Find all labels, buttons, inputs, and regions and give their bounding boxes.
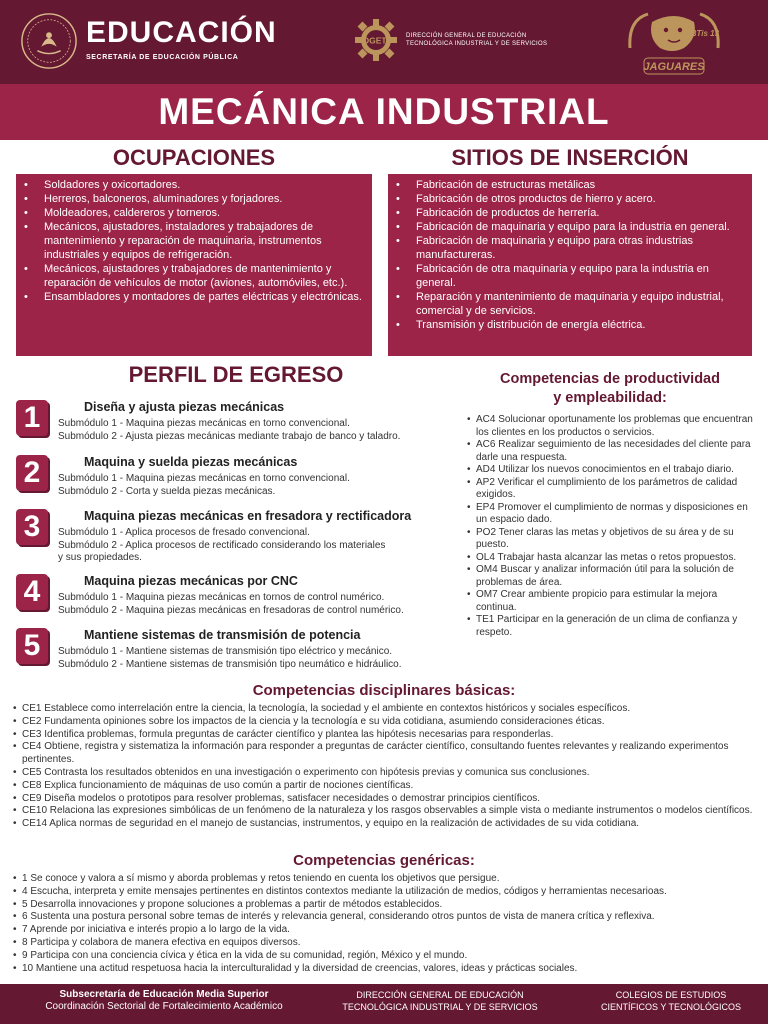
submodule-line: Submódulo 1 - Maquina piezas mecánicas en torno convencional.: [58, 418, 350, 429]
sitios-box: [388, 174, 752, 356]
module-number-badge: 1: [16, 400, 48, 436]
footer-bar: [0, 984, 768, 1024]
brand-title: EDUCACIÓN: [86, 16, 277, 49]
disciplinar-item: • CE5 Contrasta los resultados obtenidos en una investigación o experimento con hipótesis previas y comunica sus conclusiones.: [12, 767, 760, 780]
productividad-heading: [462, 370, 758, 408]
dgeti-line-2: TECNOLÓGICA INDUSTRIAL Y DE SERVICIOS: [406, 41, 548, 47]
productividad-item: • AD4 Utilizar los nuevos conocimientos en el trabajo diario.: [466, 464, 756, 477]
submodule-line: Submódulo 2 - Ajusta piezas mecánicas mediante trabajo de banco y taladro.: [58, 430, 401, 442]
productividad-item: • TE1 Participar en la generación de un clima de confianza y respeto.: [466, 614, 756, 639]
school-badge: CBTis 13: [684, 29, 720, 38]
disciplinar-item: • CE2 Fundamenta opiniones sobre los impactos de la ciencia y la tecnología e su vida cotidiana, asumiendo consideraciones éticas.: [12, 716, 760, 729]
disciplinar-item: • CE9 Diseña modelos o prototipos para resolver problemas, satisfacer necesidades o demostrar principios científicos.: [12, 793, 760, 806]
module-title: Mantiene sistemas de transmisión de potencia: [84, 628, 361, 642]
ocupacion-item: • Mecánicos, ajustadores y trabajadores de mantenimiento y reparación de vehículos de motor (aviones, automóviles, etc.).: [24, 262, 364, 290]
brand-block: [86, 16, 277, 61]
ocupacion-item: • Ensambladores y montadores de partes eléctricas y electrónicas.: [24, 290, 364, 304]
ocupaciones-heading: OCUPACIONES: [112, 145, 276, 170]
disciplinar-item: • CE4 Obtiene, registra y sistematiza la información para responder a preguntas de carácter científico, consultando fuentes relevantes y realizando experimentos pertinentes.: [12, 741, 760, 767]
module-title: Maquina piezas mecánicas en fresadora y rectificadora: [84, 509, 412, 523]
submodule-line: Submódulo 1 - Aplica procesos de fresado convencional.: [58, 527, 310, 538]
submodule-line: y sus propiedades.: [58, 552, 142, 563]
productividad-item: • AP2 Verificar el cumplimiento de los parámetros de calidad exigidos.: [466, 477, 756, 502]
sitio-item: • Fabricación de maquinaria y equipo para otras industrias manufactureras.: [396, 234, 744, 262]
submodule-line: Submódulo 1 - Maquina piezas mecánicas en torno convencional.: [58, 473, 350, 484]
generica-item: • 7 Aprende por iniciativa e interés propio a lo largo de la vida.: [12, 924, 760, 937]
productividad-item: • OM4 Buscar y analizar información útil para la solución de problemas de área.: [466, 564, 756, 589]
ocupaciones-list: [24, 178, 364, 304]
disciplinar-item: • CE14 Aplica normas de seguridad en el manejo de sustancias, instrumentos, y equipo en la realización de actividades de su vida cotidiana.: [12, 818, 760, 831]
ocupacion-item: • Herreros, balconeros, aluminadores y forjadores.: [24, 192, 364, 206]
disciplinares-heading: Competencias disciplinares básicas:: [252, 682, 516, 699]
module-number-badge: 3: [16, 509, 48, 545]
footer-col2-line2: TECNOLÓGICA INDUSTRIAL Y DE SERVICIOS: [342, 1002, 538, 1012]
genericas-list: [12, 873, 760, 975]
ocupaciones-box: [16, 174, 372, 356]
sitios-list: [396, 178, 744, 332]
sitio-item: • Fabricación de otra maquinaria y equipo para la industria en general.: [396, 262, 744, 290]
submodule-line: Submódulo 2 - Corta y suelda piezas mecánicas.: [58, 485, 276, 497]
productividad-item: • OL4 Trabajar hasta alcanzar las metas o retos propuestos.: [466, 552, 756, 565]
module-title: Diseña y ajusta piezas mecánicas: [84, 400, 285, 414]
ocupacion-item: • Moldeadores, caldereros y torneros.: [24, 206, 364, 220]
productividad-item: • AC4 Solucionar oportunamente los problemas que encuentran los clientes en los productos o servicios.: [466, 414, 756, 439]
module-submodules: [58, 418, 400, 443]
perfil-module-4: [16, 574, 456, 626]
submodule-line: Submódulo 2 - Mantiene sistemas de transmisión tipo neumático e hidráulico.: [58, 658, 402, 670]
gear-logo-icon: [354, 18, 398, 62]
productividad-heading-line-1: Competencias de productividad: [500, 371, 720, 387]
productividad-heading-line-2: y empleabilidad:: [553, 390, 667, 406]
title-band: [0, 84, 768, 140]
module-number-badge: 5: [16, 628, 48, 664]
brand-subtitle: SECRETARÍA DE EDUCACIÓN PÚBLICA: [86, 54, 239, 61]
sitio-item: • Fabricación de otros productos de hierro y acero.: [396, 192, 744, 206]
dgeti-line-1: DIRECCIÓN GENERAL DE EDUCACIÓN: [406, 33, 527, 39]
sitio-item: • Fabricación de estructuras metálicas: [396, 178, 744, 192]
sitios-heading: SITIOS DE INSERCIÓN: [451, 145, 689, 170]
ocupacion-item: • Soldadores y oxicortadores.: [24, 178, 364, 192]
sitio-item: • Transmisión y distribución de energía eléctrica.: [396, 318, 744, 332]
module-number-badge: 4: [16, 574, 48, 610]
perfil-heading: PERFIL DE EGRESO: [128, 362, 344, 387]
submodule-line: Submódulo 1 - Maquina piezas mecánicas en tornos de control numérico.: [58, 592, 385, 603]
submodule-line: Submódulo 2 - Maquina piezas mecánicas en fresadoras de control numérico.: [58, 604, 404, 616]
ocupacion-item: • Mecánicos, ajustadores, instaladores y trabajadores de mantenimiento y reparación de maquinaria, instrumentos industriales y equipos de refrigeración.: [24, 220, 364, 262]
perfil-module-2: [16, 455, 456, 507]
generica-item: • 4 Escucha, interpreta y emite mensajes pertinentes en distintos contextos mediante la utilización de medios, códigos y herramientas necesarioas.: [12, 886, 760, 899]
footer-col1-line1: Subsecretaría de Educación Media Superior: [59, 989, 269, 1000]
disciplinar-item: • CE1 Establece como interrelación entre la ciencia, la tecnología, la sociedad y el ambiente en contextos históricos y sociales específicos.: [12, 703, 760, 716]
mexico-coat-of-arms-icon: [20, 12, 78, 70]
productividad-item: • EP4 Promover el cumplimiento de normas y disposiciones en un espacio dado.: [466, 502, 756, 527]
jaguar-mascot-logo: [624, 8, 724, 78]
module-title: Maquina y suelda piezas mecánicas: [84, 455, 298, 469]
generica-item: • 9 Participa con una conciencia cívica y ética en la vida de su comunidad, región, México y el mundo.: [12, 950, 760, 963]
module-submodules: [58, 473, 350, 498]
perfil-module-3: [16, 509, 456, 561]
header-bar: [0, 0, 768, 84]
footer-col3-line1: COLEGIOS DE ESTUDIOS: [615, 990, 727, 1000]
dgeti-text: [406, 32, 547, 48]
module-number-badge: 2: [16, 455, 48, 491]
disciplinar-item: • CE10 Relaciona las expresiones simbólicas de un fenómeno de la naturaleza y los rasgos observables a simple vista o mediante instrumentos o modelos científicos.: [12, 805, 760, 818]
sitio-item: • Fabricación de maquinaria y equipo para la industria en general.: [396, 220, 744, 234]
productividad-item: • OM7 Crear ambiente propicio para estimular la mejora continua.: [466, 589, 756, 614]
perfil-module-1: [16, 400, 456, 452]
generica-item: • 10 Mantiene una actitud respetuosa hacia la interculturalidad y la diversidad de creencias, valores, ideas y prácticas sociales.: [12, 963, 760, 976]
generica-item: • 5 Desarrolla innovaciones y propone soluciones a problemas a partir de métodos establecidos.: [12, 899, 760, 912]
sitio-item: • Reparación y mantenimiento de maquinaria y equipo industrial, comercial y de servicios.: [396, 290, 744, 318]
school-name: JAGUARES: [643, 61, 705, 73]
productividad-item: • AC6 Realizar seguimiento de las necesidades del cliente para darle una respuesta.: [466, 439, 756, 464]
productividad-item: • PO2 Tener claras las metas y objetivos de su área y de su puesto.: [466, 527, 756, 552]
disciplinar-item: • CE3 Identifica problemas, formula preguntas de carácter científico y plantea las hipótesis necesarias para responderlas.: [12, 729, 760, 742]
page-title: MECÁNICA INDUSTRIAL: [158, 91, 610, 132]
submodule-line: Submódulo 1 - Mantiene sistemas de transmisión tipo eléctrico y mecánico.: [58, 646, 393, 657]
footer-col-dgeti: [330, 989, 550, 1013]
disciplinares-list: [12, 703, 760, 831]
footer-col3-line2: CIENTÍFICOS Y TECNOLÓGICOS: [600, 1002, 742, 1012]
genericas-heading: Competencias genéricas:: [293, 852, 475, 869]
module-title: Maquina piezas mecánicas por CNC: [84, 574, 298, 588]
footer-col1-line2: Coordinación Sectorial de Fortalecimiento Académico: [45, 1001, 283, 1012]
generica-item: • 6 Sustenta una postura personal sobre temas de interés y relevancia general, considerando otros puntos de vista de manera crítica y reflexiva.: [12, 911, 760, 924]
dgeti-logo: [354, 18, 547, 62]
generica-item: • 8 Participa y colabora de manera efectiva en equipos diversos.: [12, 937, 760, 950]
module-submodules: [58, 646, 402, 671]
productividad-list: [466, 414, 756, 639]
perfil-module-5: [16, 628, 456, 680]
generica-item: • 1 Se conoce y valora a sí mismo y aborda problemas y retos teniendo en cuenta los objetivos que persigue.: [12, 873, 760, 886]
submodule-line: Submódulo 2 - Aplica procesos de rectificado considerando los materiales: [58, 539, 386, 551]
sitio-item: • Fabricación de productos de herrería.: [396, 206, 744, 220]
footer-col2-line1: DIRECCIÓN GENERAL DE EDUCACIÓN: [356, 990, 524, 1000]
footer-col-cecyt: [586, 989, 756, 1013]
dgeti-logo-text: DGETI: [363, 35, 389, 46]
disciplinar-item: • CE8 Explica funcionamiento de máquinas de uso común a partir de nociones científicas.: [12, 780, 760, 793]
module-submodules: [58, 592, 404, 617]
footer-col-semss: [14, 989, 314, 1013]
module-submodules: [58, 527, 385, 565]
